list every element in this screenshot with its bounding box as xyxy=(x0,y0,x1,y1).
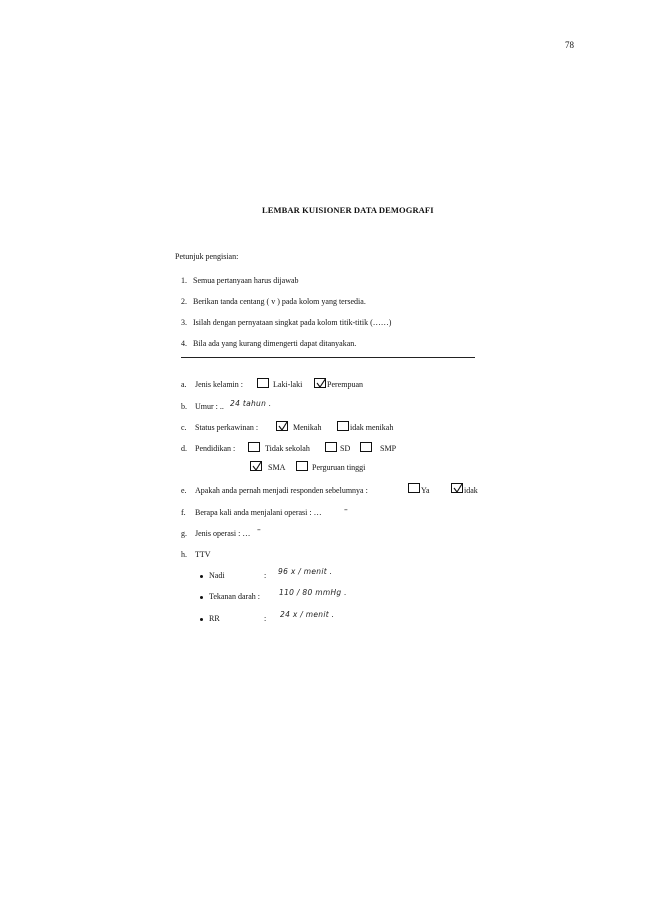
gender-label: Jenis kelamin : xyxy=(195,380,243,389)
instruction-text: Semua pertanyaan harus dijawab xyxy=(193,276,299,285)
instruction-number: 1. xyxy=(181,276,187,285)
bullet-icon xyxy=(200,575,203,578)
bullet-icon xyxy=(200,618,203,621)
instructions-heading: Petunjuk pengisian: xyxy=(175,252,239,261)
education-sd-checkbox[interactable] xyxy=(325,442,337,452)
instruction-number: 4. xyxy=(181,339,187,348)
age-label: Umur : .. xyxy=(195,402,224,411)
surgery-type-label: Jenis operasi : … xyxy=(195,529,251,538)
gender-female-checkbox[interactable] xyxy=(314,378,326,388)
checkmark-icon xyxy=(252,462,264,472)
respiratory-rate-separator: : xyxy=(264,614,267,623)
document-title: LEMBAR KUISIONER DATA DEMOGRAFI xyxy=(262,205,434,215)
surgery-type-answer-handwritten: – xyxy=(257,525,262,534)
instruction-text: Bila ada yang kurang dimengerti dapat ditanyakan. xyxy=(193,339,357,348)
previous-respondent-label: Apakah anda pernah menjadi responden sebelumnya : xyxy=(195,486,368,495)
education-no-school-checkbox[interactable] xyxy=(248,442,260,452)
checkmark-icon xyxy=(278,422,290,432)
pulse-separator: : xyxy=(264,571,267,580)
pulse-label: Nadi xyxy=(209,571,225,580)
surgery-count-answer-handwritten: – xyxy=(344,505,349,514)
education-university-checkbox[interactable] xyxy=(296,461,308,471)
question-letter: g. xyxy=(181,529,187,538)
question-letter: h. xyxy=(181,550,187,559)
bullet-icon xyxy=(200,596,203,599)
education-label: Pendidikan : xyxy=(195,444,236,453)
previous-yes-checkbox[interactable] xyxy=(408,483,420,493)
marital-status-label: Status perkawinan : xyxy=(195,423,259,432)
question-letter: f. xyxy=(181,508,186,517)
education-smp-label: SMP xyxy=(380,444,397,453)
education-no-school-label: Tidak sekolah xyxy=(265,444,310,453)
question-letter: a. xyxy=(181,380,187,389)
age-answer-handwritten: 24 tahun . xyxy=(230,399,272,408)
respiratory-rate-label: RR xyxy=(209,614,220,623)
not-married-checkbox[interactable] xyxy=(337,421,349,431)
respiratory-rate-value-handwritten: 24 x / menit . xyxy=(280,610,335,619)
not-married-label: idak menikah xyxy=(350,423,394,432)
instruction-text: Isilah dengan pernyataan singkat pada kolom titik-titik (……) xyxy=(193,318,392,327)
pulse-value-handwritten: 96 x / menit . xyxy=(278,567,333,576)
education-smp-checkbox[interactable] xyxy=(360,442,372,452)
previous-no-checkbox[interactable] xyxy=(451,483,463,493)
instruction-number: 2. xyxy=(181,297,187,306)
married-label: Menikah xyxy=(293,423,322,432)
education-sma-label: SMA xyxy=(268,463,286,472)
vital-signs-label: TTV xyxy=(195,550,211,559)
surgery-count-label: Berapa kali anda menjalani operasi : … xyxy=(195,508,322,517)
divider-line xyxy=(181,357,475,358)
page-number: 78 xyxy=(565,40,574,50)
question-letter: d. xyxy=(181,444,187,453)
gender-female-label: Perempuan xyxy=(327,380,363,389)
gender-male-label: Laki-laki xyxy=(273,380,303,389)
education-sma-checkbox[interactable] xyxy=(250,461,262,471)
previous-no-label: idak xyxy=(464,486,478,495)
blood-pressure-label: Tekanan darah : xyxy=(209,592,260,601)
blood-pressure-value-handwritten: 110 / 80 mmHg . xyxy=(279,588,347,597)
married-checkbox[interactable] xyxy=(276,421,288,431)
previous-yes-label: Ya xyxy=(421,486,430,495)
instruction-number: 3. xyxy=(181,318,187,327)
education-sd-label: SD xyxy=(340,444,351,453)
instruction-text: Berikan tanda centang ( v ) pada kolom yang tersedia. xyxy=(193,297,366,306)
education-university-label: Perguruan tinggi xyxy=(312,463,366,472)
question-letter: e. xyxy=(181,486,187,495)
question-letter: c. xyxy=(181,423,187,432)
gender-male-checkbox[interactable] xyxy=(257,378,269,388)
question-letter: b. xyxy=(181,402,187,411)
